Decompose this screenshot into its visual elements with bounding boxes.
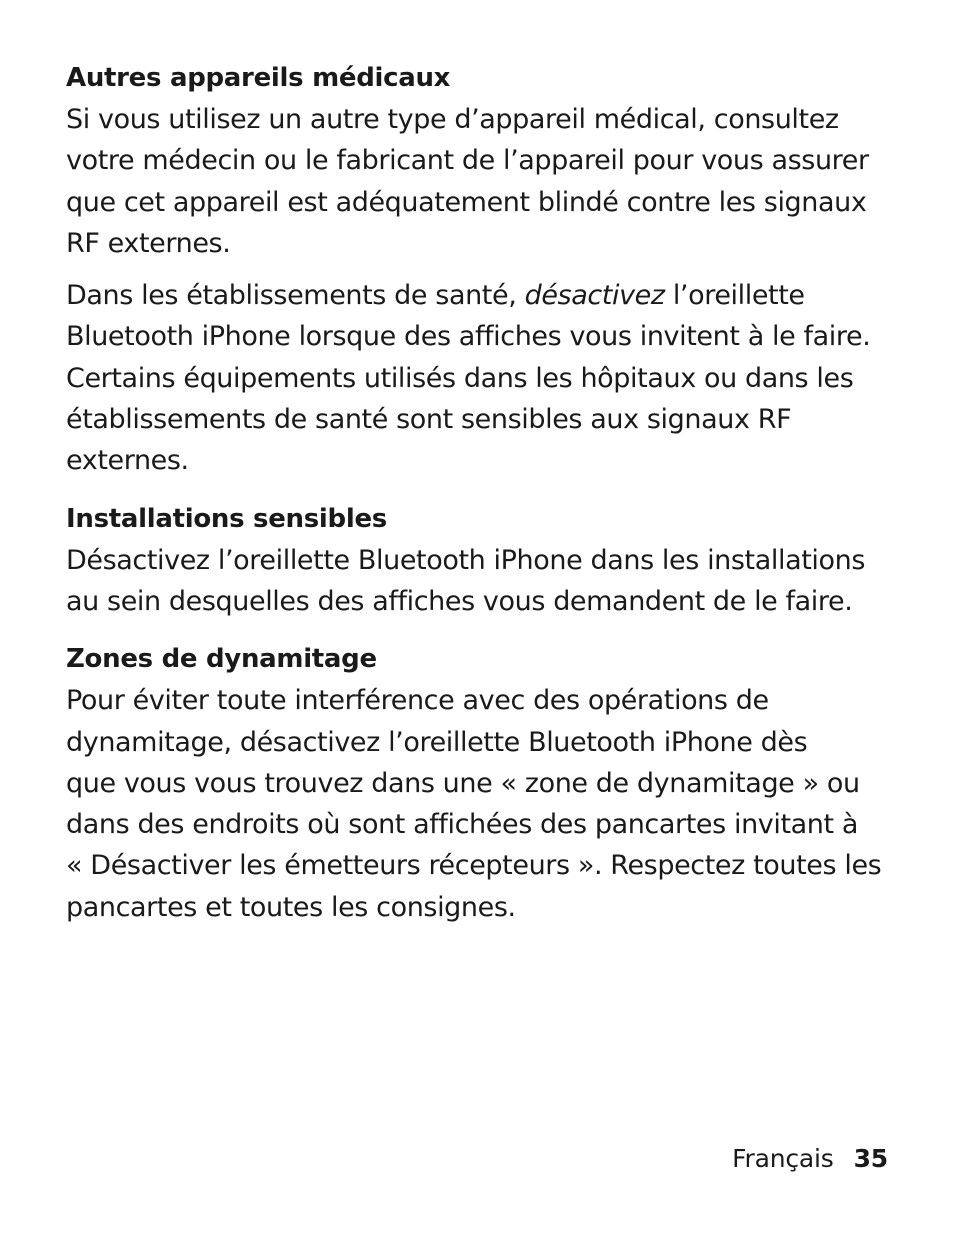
text-line: Bluetooth iPhone lorsque des affiches vous invitent à le faire. <box>66 321 871 353</box>
text-line: que cet appareil est adéquatement blindé contre les signaux <box>66 186 867 218</box>
text-line: RF externes. <box>66 227 231 259</box>
page-footer <box>732 1141 888 1177</box>
text-line: dynamitage, désactivez l’oreillette Bluetooth iPhone dès <box>66 726 808 758</box>
section-installations-sensibles <box>66 499 896 623</box>
document-page <box>66 58 896 928</box>
text-line: Certains équipements utilisés dans les hôpitaux ou dans les <box>66 362 854 394</box>
paragraph <box>66 540 896 623</box>
text-line: votre médecin ou le fabricant de l’appareil pour vous assurer <box>66 145 869 177</box>
footer-language: Français <box>732 1144 834 1173</box>
paragraph <box>66 99 896 264</box>
section-heading: Zones de dynamitage <box>66 644 377 675</box>
text-segment: Dans les établissements de santé, <box>66 280 525 312</box>
text-line: « Désactiver les émetteurs récepteurs ». Respectez toutes les <box>66 850 882 882</box>
section-autres-appareils <box>66 58 896 482</box>
emphasis-text: désactivez <box>524 280 665 312</box>
text-segment: l’oreillette <box>664 280 805 312</box>
paragraph <box>66 680 896 928</box>
text-line: établissements de santé sont sensibles aux signaux RF externes. <box>66 404 792 477</box>
text-line: pancartes et toutes les consignes. <box>66 891 516 923</box>
page-number: 35 <box>853 1144 888 1173</box>
text-line: Si vous utilisez un autre type d’appareil médical, consultez <box>66 104 839 135</box>
paragraph <box>66 275 896 481</box>
section-zones-dynamitage <box>66 639 896 928</box>
section-heading: Autres appareils médicaux <box>66 63 451 93</box>
section-heading: Installations sensibles <box>66 503 387 534</box>
text-line: Désactivez l’oreillette Bluetooth iPhone dans les installations <box>66 544 866 576</box>
text-line: dans des endroits où sont affichées des pancartes invitant à <box>66 809 859 841</box>
text-line: Pour éviter toute interférence avec des opérations de <box>66 685 769 717</box>
text-line: que vous vous trouvez dans une « zone de dynamitage » ou <box>66 767 860 799</box>
text-line: au sein desquelles des affiches vous demandent de le faire. <box>66 585 853 617</box>
